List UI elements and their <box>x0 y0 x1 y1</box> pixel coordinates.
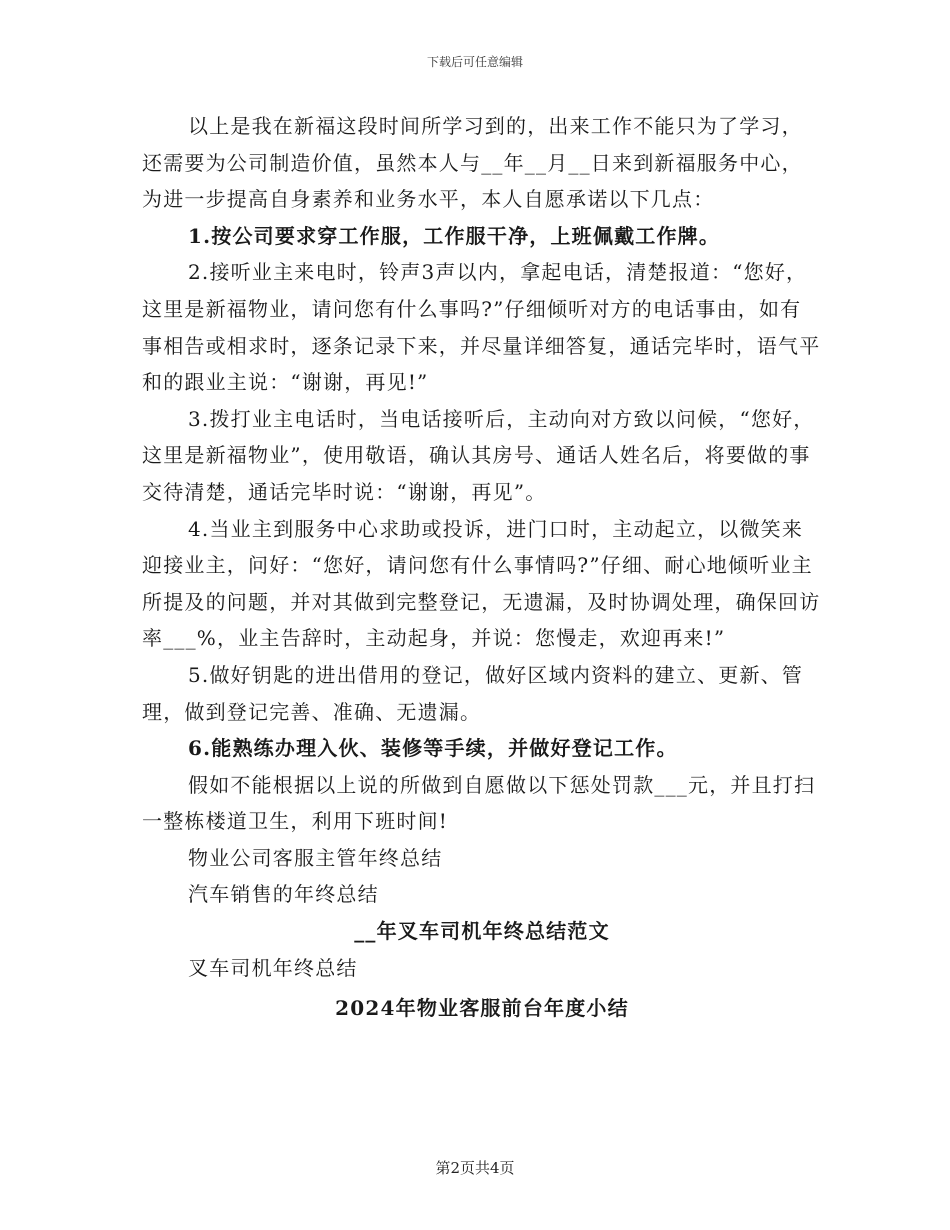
item-1: 1.按公司要求穿工作服，工作服干净，上班佩戴工作牌。 <box>188 223 721 248</box>
penalty-paragraph: 假如不能根据以上说的所做到自愿做以下惩处罚款___元，并且打扫一整栋楼道卫生，利用下班时间! <box>142 772 816 834</box>
intro-paragraph: 以上是我在新福这段时间所学习到的，出来工作不能只为了学习，还需要为公司制造价值，虽然本人与__年__月__日来到新福服务中心，为进一步提高自身素养和业务水平，本人自愿承诺以下几点： <box>142 114 803 212</box>
item-6: 6.能熟练办理入伙、装修等手续，并做好登记工作。 <box>188 736 678 761</box>
related-link-3: 叉车司机年终总结 <box>188 955 358 980</box>
item-4: 4.当业主到服务中心求助或投诉，进门口时，主动起立，以微笑来迎接业主，问好：“您好，请问您有什么事情吗?”仔细、耐心地倾听业主所提及的问题，并对其做到完整登记，无遗漏，及时协调处理，确保回访率___%，业主告辞时，主动起身，并说：您慢走，欢迎再来!” <box>142 516 821 651</box>
item-3: 3.拨打业主电话时，当电话接听后，主动向对方致以问候，“您好，这里是新福物业”，使用敬语，确认其房号、通话人姓名后，将要做的事交待清楚，通话完毕时说：“谢谢，再见”。 <box>142 406 815 504</box>
page-header: 下载后可任意编辑 <box>426 55 523 69</box>
item-5: 5.做好钥匙的进出借用的登记，做好区域内资料的建立、更新、管理，做到登记完善、准确、无遗漏。 <box>142 662 804 724</box>
document-body <box>142 108 822 1027</box>
section-title-2: 2024年物业客服前台年度小结 <box>335 996 629 1021</box>
related-link-1: 物业公司客服主管年终总结 <box>188 845 443 870</box>
page-footer: 第2页共4页 <box>435 1159 515 1177</box>
item-2: 2.接听业主来电时，铃声3声以内，拿起电话，清楚报道：“您好，这里是新福物业，请问您有什么事吗?”仔细倾听对方的电话事由，如有事相告或相求时，逐条记录下来，并尽量详细答复，通话完毕时，语气平和的跟业主说：“谢谢，再见!” <box>142 260 821 395</box>
section-title-1: __年叉车司机年终总结范文 <box>354 919 610 944</box>
related-link-2: 汽车销售的年终总结 <box>188 882 379 907</box>
